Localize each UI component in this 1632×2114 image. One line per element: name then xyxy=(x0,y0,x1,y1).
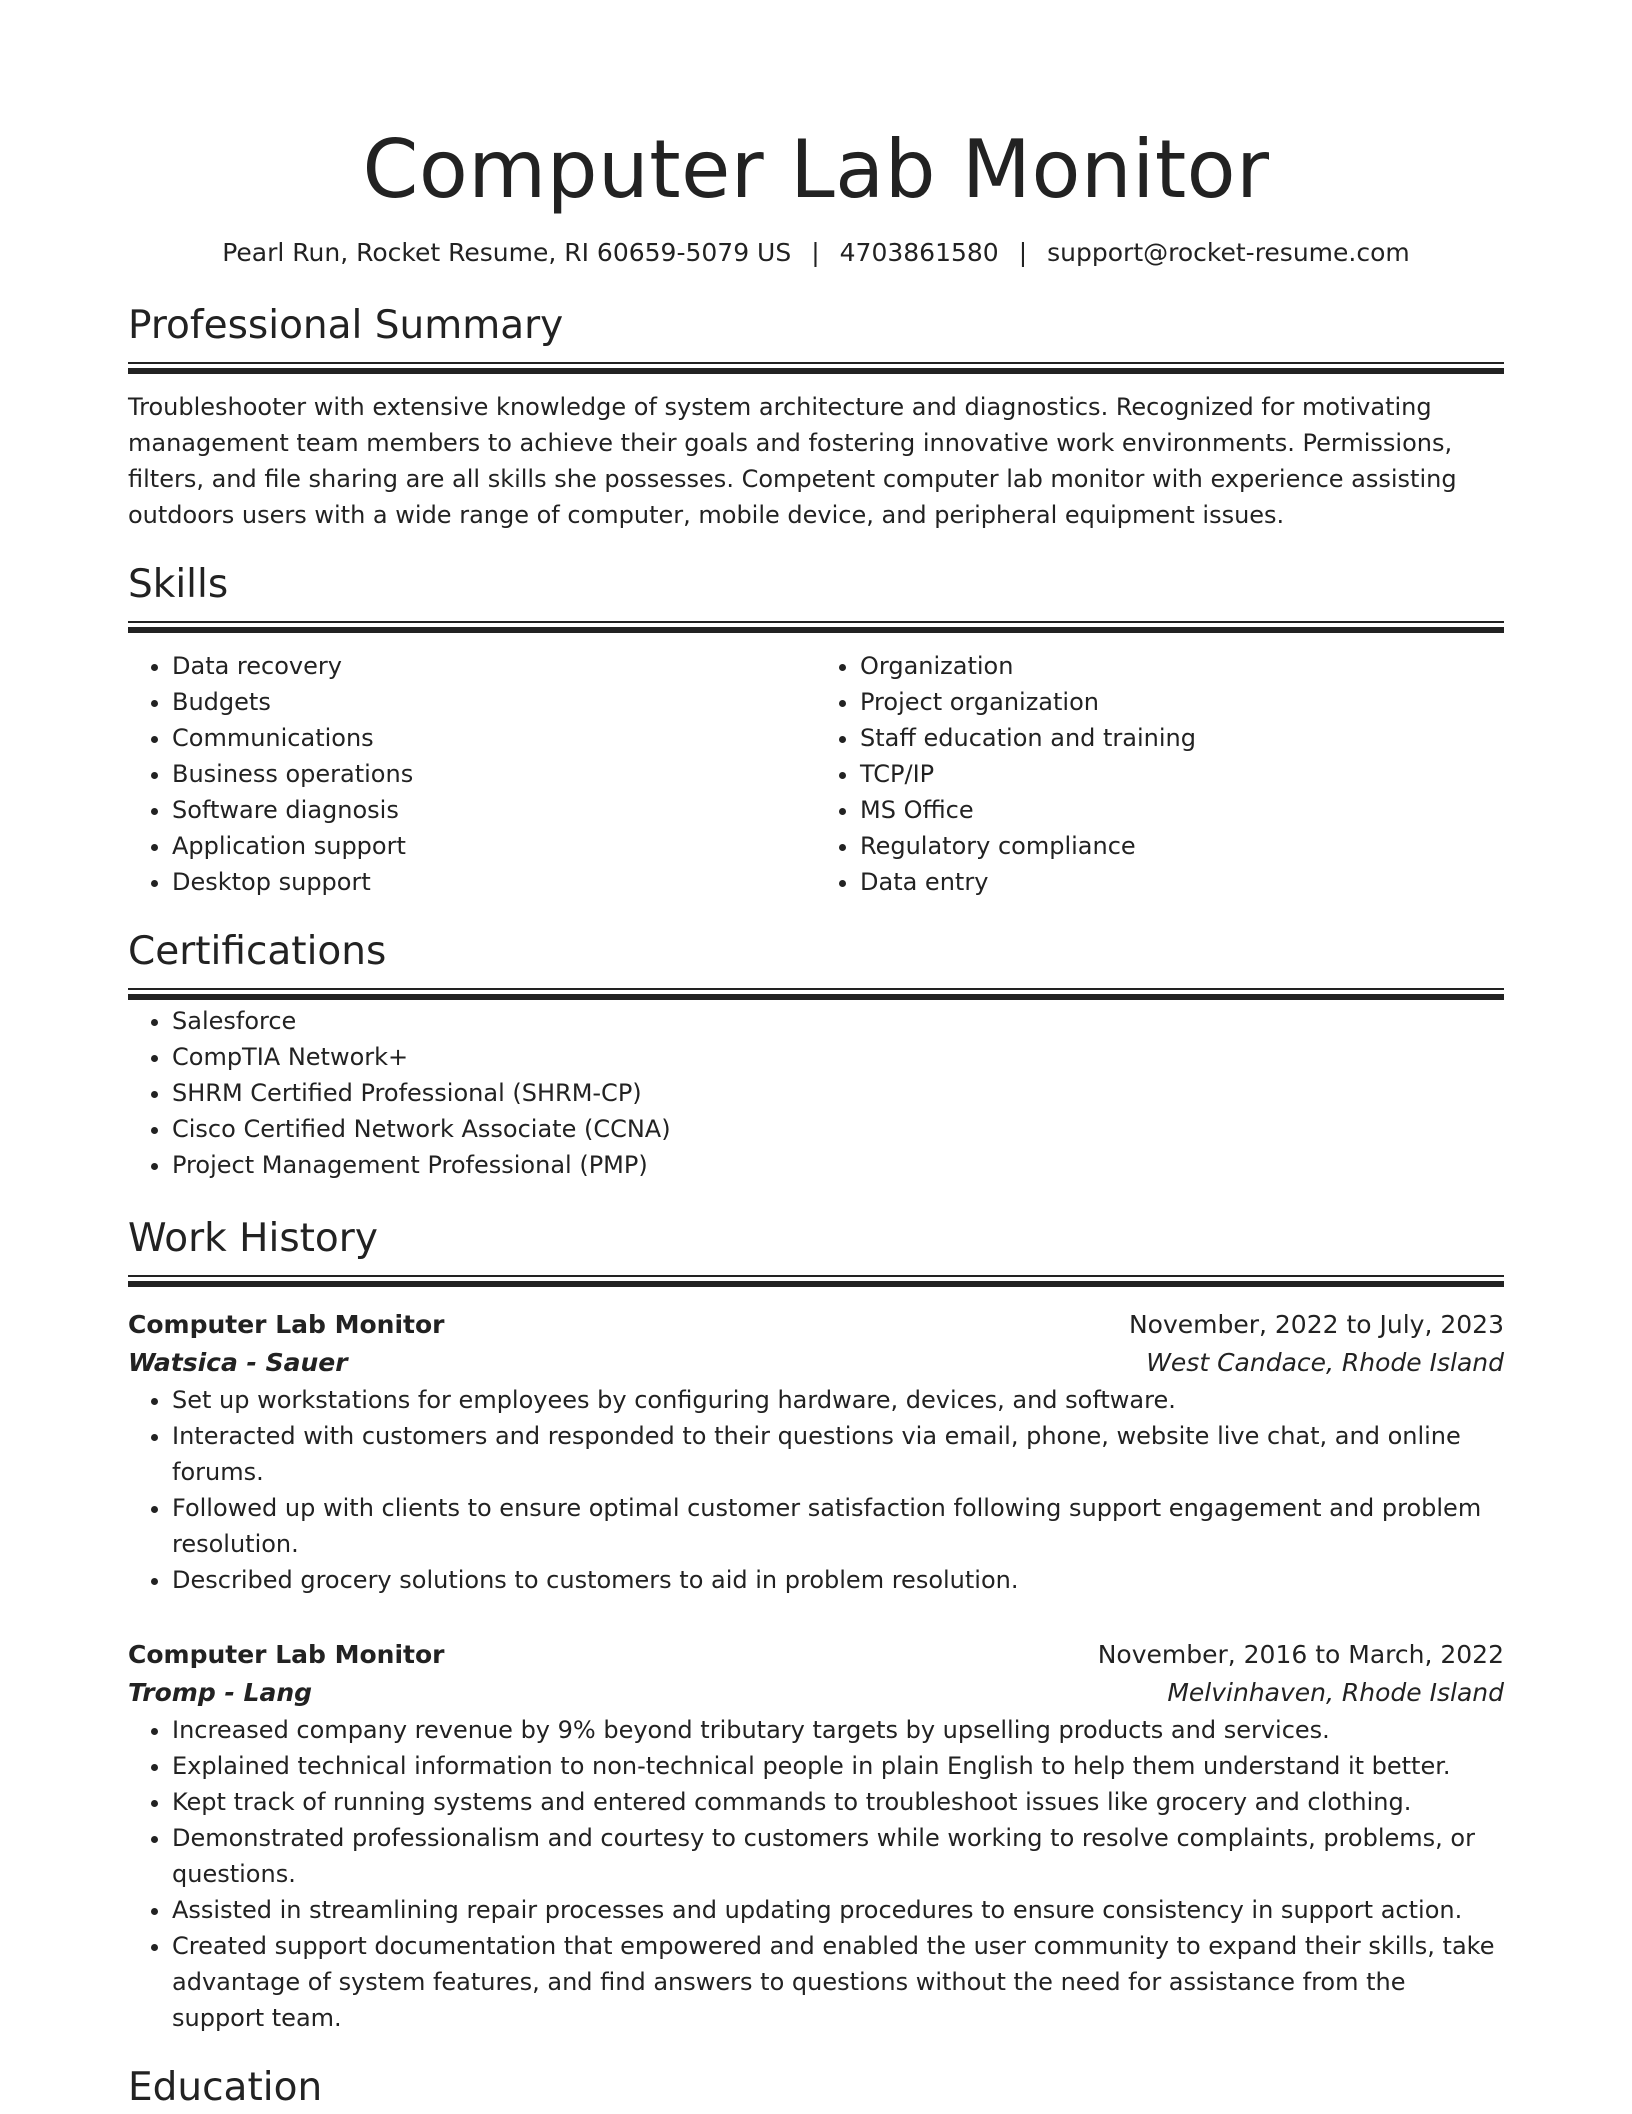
skill-item: • Software diagnosis xyxy=(172,792,816,828)
section-title-skills: Skills xyxy=(128,562,229,607)
summary-text: Troubleshooter with extensive knowledge of system architecture and diagnostics. Recognized for motivating management team members to achieve their goals and fostering innovative work environments. Permissions, filters, and file sharing are all skills she possesses. Competent computer lab monitor with experience assisting outdoors users with a wide range of computer, mobile device, and peripheral equipment issues. xyxy=(128,393,1457,529)
skill-item: • MS Office xyxy=(860,792,1504,828)
section-title-work-history: Work History xyxy=(128,1216,378,1261)
job-bullet: • Described grocery solutions to customers to aid in problem resolution. xyxy=(172,1562,1504,1598)
certifications-list xyxy=(128,1003,1504,1183)
section-title-summary: Professional Summary xyxy=(128,303,564,348)
summary-section xyxy=(128,300,1504,533)
job-title: Computer Lab Monitor xyxy=(128,1310,445,1339)
job-company: Tromp - Lang xyxy=(128,1678,313,1707)
job-location: Melvinhaven, Rhode Island xyxy=(1167,1678,1504,1707)
job-bullet: • Created support documentation that empowered and enabled the user community to expand their skills, take advantage of system features, and find answers to questions without the need for assistance from the support team. xyxy=(172,1928,1504,2036)
job-bullet: • Followed up with clients to ensure optimal customer satisfaction following support engagement and problem resolution. xyxy=(172,1490,1504,1562)
contact-separator: | xyxy=(1018,238,1028,267)
job-dates: November, 2016 to March, 2022 xyxy=(1097,1640,1504,1669)
certification-item: • Salesforce xyxy=(172,1003,1504,1039)
skill-item: • Project organization xyxy=(860,684,1504,720)
skill-item: • Regulatory compliance xyxy=(860,828,1504,864)
job-bullet: • Explained technical information to non-technical people in plain English to help them understand it better. xyxy=(172,1748,1504,1784)
certification-item: • CompTIA Network+ xyxy=(172,1039,1504,1075)
education-section xyxy=(128,2062,1504,2114)
skill-item: • Data entry xyxy=(860,864,1504,900)
skill-item: • Desktop support xyxy=(172,864,816,900)
section-divider xyxy=(128,362,1504,377)
skill-item: • Communications xyxy=(172,720,816,756)
job-bullet: • Demonstrated professionalism and courtesy to customers while working to resolve complaints, problems, or questions. xyxy=(172,1820,1504,1892)
section-divider xyxy=(128,988,1504,1003)
job-location: West Candace, Rhode Island xyxy=(1146,1348,1504,1377)
skill-item: • TCP/IP xyxy=(860,756,1504,792)
job-header-row xyxy=(128,1306,1504,1344)
job-bullets xyxy=(128,1382,1504,1598)
phone: 4703861580 xyxy=(839,238,999,267)
job-entry xyxy=(128,1306,1504,1598)
job-bullet: • Set up workstations for employees by configuring hardware, devices, and software. xyxy=(172,1382,1504,1418)
skill-item: • Budgets xyxy=(172,684,816,720)
certification-item: • SHRM Certified Professional (SHRM-CP) xyxy=(172,1075,1504,1111)
certification-item: • Cisco Certified Network Associate (CCNA) xyxy=(172,1111,1504,1147)
job-bullet: • Interacted with customers and responded to their questions via email, phone, website live chat, and online forums. xyxy=(172,1418,1504,1490)
section-divider xyxy=(128,621,1504,636)
certifications-section xyxy=(128,926,1504,1183)
skill-item: • Data recovery xyxy=(172,648,816,684)
skill-item: • Staff education and training xyxy=(860,720,1504,756)
resume-name: Computer Lab Monitor xyxy=(362,123,1270,216)
skills-columns xyxy=(128,648,1504,900)
skill-item: • Organization xyxy=(860,648,1504,684)
contact-line xyxy=(128,234,1504,272)
address: Pearl Run, Rocket Resume, RI 60659-5079 US xyxy=(222,238,792,267)
email: support@rocket-resume.com xyxy=(1047,238,1410,267)
certification-item: • Project Management Professional (PMP) xyxy=(172,1147,1504,1183)
work-history-section xyxy=(128,1213,1504,2036)
section-divider xyxy=(128,1275,1504,1290)
job-dates: November, 2022 to July, 2023 xyxy=(1128,1310,1504,1339)
job-title: Computer Lab Monitor xyxy=(128,1640,445,1669)
job-bullet: • Kept track of running systems and entered commands to troubleshoot issues like grocery and clothing. xyxy=(172,1784,1504,1820)
skills-left-list xyxy=(128,648,816,900)
contact-separator: | xyxy=(811,238,820,267)
job-bullet: • Increased company revenue by 9% beyond tributary targets by upselling products and services. xyxy=(172,1712,1504,1748)
job-subheader-row xyxy=(128,1674,1504,1712)
job-header-row xyxy=(128,1636,1504,1674)
job-bullet: • Assisted in streamlining repair processes and updating procedures to ensure consistency in support action. xyxy=(172,1892,1504,1928)
section-title-education: Education xyxy=(128,2065,323,2110)
job-entry xyxy=(128,1636,1504,2036)
skills-right-list xyxy=(816,648,1504,900)
job-bullets xyxy=(128,1712,1504,2036)
job-subheader-row xyxy=(128,1344,1504,1382)
skill-item: • Application support xyxy=(172,828,816,864)
skills-section xyxy=(128,559,1504,900)
section-title-certifications: Certifications xyxy=(128,929,387,974)
job-company: Watsica - Sauer xyxy=(128,1348,348,1377)
skill-item: • Business operations xyxy=(172,756,816,792)
